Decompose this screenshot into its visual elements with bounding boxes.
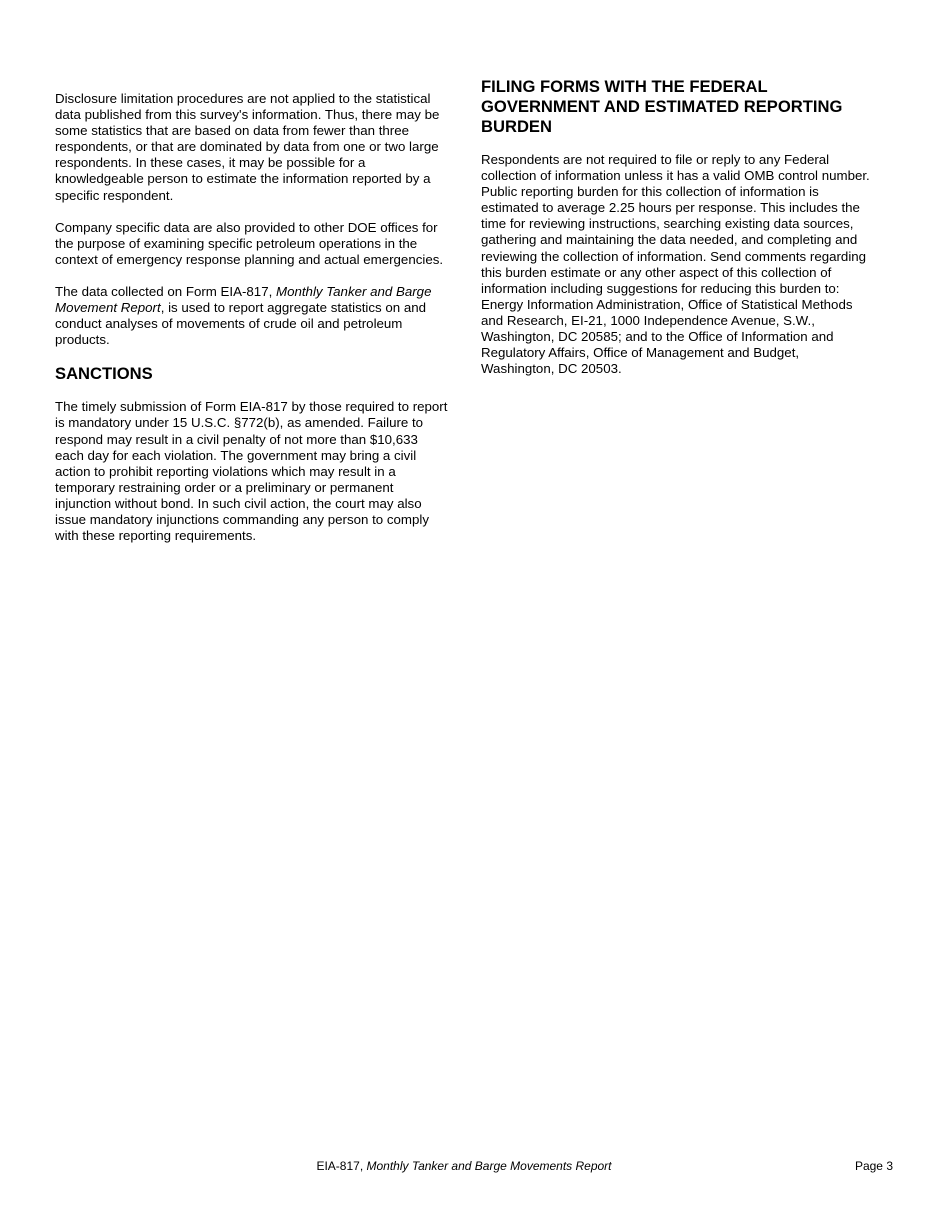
footer-form-name: Monthly Tanker and Barge Movements Report <box>366 1159 612 1173</box>
report-title-italic: Monthly Tanker and Barge Movement Report <box>55 283 432 316</box>
company-data-paragraph: Company specific data are also provided to other DOE offices for the purpose of examining specific petroleum operations in the context of emergency response planning and actual emergencies. <box>55 219 444 267</box>
page-number: Page 3 <box>854 1159 893 1173</box>
sanctions-paragraph: The timely submission of Form EIA-817 by those required to report is mandatory under 15 U.S.C. §772(b), as amended. Failure to respond may result in a civil penalty of not more than $10,633 each day for each violation. The government may bring a civil action to prohibit reporting violations which may result in a temporary restraining order or a preliminary or permanent injunction without bond. In such civil action, the court may also issue mandatory injunctions commanding any person to comply with these reporting requirements. <box>55 399 448 544</box>
data-usage-paragraph <box>55 284 450 348</box>
footer-form-prefix: EIA-817, <box>316 1159 367 1173</box>
left-column <box>55 91 450 560</box>
reporting-burden-paragraph: Respondents are not required to file or reply to any Federal collection of information unless it has a valid OMB control number. Public reporting burden for this collection of information is estimated to average 2.25 hours per response. This includes the time for reviewing instructions, searching existing data sources, gathering and maintaining the data needed, and completing and reviewing the collection of information. Send comments regarding this burden estimate or any other aspect of this collection of information including suggestions for reducing this burden to: Energy Information Administration, Office of Statistical Methods and Research, EI-21, 1000 Independence Avenue, S.W., Washington, DC 20585; and to the Office of Information and Regulatory Affairs, Office of Management and Budget, Washington, DC 20503. <box>481 152 870 377</box>
filing-forms-heading: FILING FORMS WITH THE FEDERAL GOVERNMENT AND ESTIMATED REPORTING BURDEN <box>481 77 843 136</box>
sanctions-heading: SANCTIONS <box>55 364 153 384</box>
right-column <box>481 77 873 393</box>
data-usage-text-before: The data collected on Form EIA-817, <box>55 283 276 299</box>
disclosure-paragraph: Disclosure limitation procedures are not applied to the statistical data published from this survey's information. Thus, there may be some statistics that are based on data from fewer than three respondents, or that are dominated by data from one or two large respondents. In these cases, it may be possible for a knowledgeable person to estimate the information reported by a specific respondent. <box>55 91 440 203</box>
footer-form-title <box>0 1159 928 1173</box>
data-usage-text-after: , is used to report aggregate statistics on and conduct analyses of movements of crude oil and petroleum products. <box>55 300 427 348</box>
